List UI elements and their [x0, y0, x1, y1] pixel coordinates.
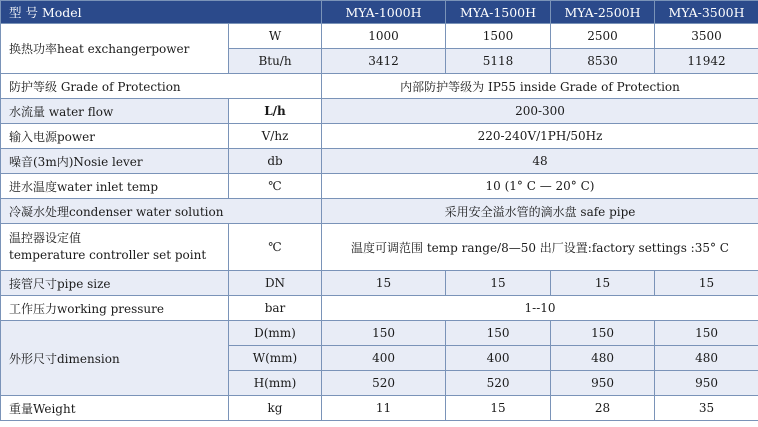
- noise-value: 48: [322, 149, 758, 174]
- heat-w-unit: W: [229, 24, 322, 49]
- pipe-size-value: 15: [551, 271, 655, 296]
- dimension-w-value: 400: [322, 346, 446, 371]
- heat-exchanger-label: 换热功率heat exchangerpower: [1, 24, 229, 74]
- dimension-w-unit: W(mm): [229, 346, 322, 371]
- dimension-h-value: 950: [551, 371, 655, 396]
- pipe-size-value: 15: [322, 271, 446, 296]
- heat-btu-value: 8530: [551, 49, 655, 74]
- weight-unit: kg: [229, 396, 322, 421]
- heat-btu-value: 5118: [446, 49, 551, 74]
- model-column-2500h: MYA-2500H: [551, 1, 655, 24]
- noise-label: 噪音(3m内)Nosie lever: [1, 149, 229, 174]
- heat-btu-unit: Btu/h: [229, 49, 322, 74]
- dimension-h-value: 520: [322, 371, 446, 396]
- weight-row: [1, 396, 758, 421]
- heat-w-value: 2500: [551, 24, 655, 49]
- dimension-label: 外形尺寸dimension: [1, 321, 229, 396]
- noise-unit: db: [229, 149, 322, 174]
- power-label: 输入电源power: [1, 124, 229, 149]
- dimension-d-value: 150: [446, 321, 551, 346]
- heat-exchanger-w-row: [1, 24, 758, 49]
- pressure-value: 1--10: [322, 296, 758, 321]
- dimension-h-value: 520: [446, 371, 551, 396]
- inlet-temp-label: 进水温度water inlet temp: [1, 174, 229, 199]
- dimension-d-unit: D(mm): [229, 321, 322, 346]
- protection-label: 防护等级 Grade of Protection: [1, 74, 322, 99]
- dimension-w-value: 400: [446, 346, 551, 371]
- condenser-row: [1, 199, 758, 224]
- pipe-size-label: 接管尺寸pipe size: [1, 271, 229, 296]
- thermostat-label-en: temperature controller set point: [9, 248, 207, 262]
- inlet-temp-value: 10 (1° C — 20° C): [322, 174, 758, 199]
- water-flow-value: 200-300: [322, 99, 758, 124]
- model-column-1500h: MYA-1500H: [446, 1, 551, 24]
- pressure-label: 工作压力working pressure: [1, 296, 229, 321]
- weight-value: 11: [322, 396, 446, 421]
- header-row: [1, 1, 758, 24]
- protection-value: 内部防护等级为 IP55 inside Grade of Protection: [322, 74, 758, 99]
- heat-w-value: 3500: [655, 24, 758, 49]
- weight-value: 15: [446, 396, 551, 421]
- dimension-d-row: [1, 321, 758, 346]
- dimension-h-unit: H(mm): [229, 371, 322, 396]
- heat-w-value: 1500: [446, 24, 551, 49]
- model-column-3500h: MYA-3500H: [655, 1, 758, 24]
- model-column-1000h: MYA-1000H: [322, 1, 446, 24]
- thermostat-value: 温度可调范围 temp range/8—50 出厂设置:factory settings :35° C: [322, 224, 758, 271]
- dimension-d-value: 150: [655, 321, 758, 346]
- power-row: [1, 124, 758, 149]
- heat-w-value: 1000: [322, 24, 446, 49]
- heat-btu-value: 3412: [322, 49, 446, 74]
- pressure-unit: bar: [229, 296, 322, 321]
- weight-label: 重量Weight: [1, 396, 229, 421]
- thermostat-unit: ℃: [229, 224, 322, 271]
- dimension-d-value: 150: [322, 321, 446, 346]
- thermostat-label: [1, 224, 229, 271]
- heat-btu-value: 11942: [655, 49, 758, 74]
- dimension-h-value: 950: [655, 371, 758, 396]
- dimension-w-value: 480: [551, 346, 655, 371]
- condenser-label: 冷凝水处理condenser water solution: [1, 199, 322, 224]
- protection-row: [1, 74, 758, 99]
- dimension-d-value: 150: [551, 321, 655, 346]
- thermostat-label-cn: 温控器设定值: [9, 231, 82, 245]
- pipe-size-value: 15: [655, 271, 758, 296]
- water-flow-row: [1, 99, 758, 124]
- water-flow-unit: L/h: [229, 99, 322, 124]
- pipe-size-value: 15: [446, 271, 551, 296]
- inlet-temp-row: [1, 174, 758, 199]
- model-header-label: 型 号 Model: [1, 1, 322, 24]
- water-flow-label: 水流量 water flow: [1, 99, 229, 124]
- noise-row: [1, 149, 758, 174]
- power-unit: V/hz: [229, 124, 322, 149]
- condenser-value: 采用安全溢水管的滴水盘 safe pipe: [322, 199, 758, 224]
- pressure-row: [1, 296, 758, 321]
- weight-value: 28: [551, 396, 655, 421]
- thermostat-row: [1, 224, 758, 271]
- pipe-size-unit: DN: [229, 271, 322, 296]
- power-value: 220-240V/1PH/50Hz: [322, 124, 758, 149]
- pipe-size-row: [1, 271, 758, 296]
- inlet-temp-unit: ℃: [229, 174, 322, 199]
- weight-value: 35: [655, 396, 758, 421]
- dimension-w-value: 480: [655, 346, 758, 371]
